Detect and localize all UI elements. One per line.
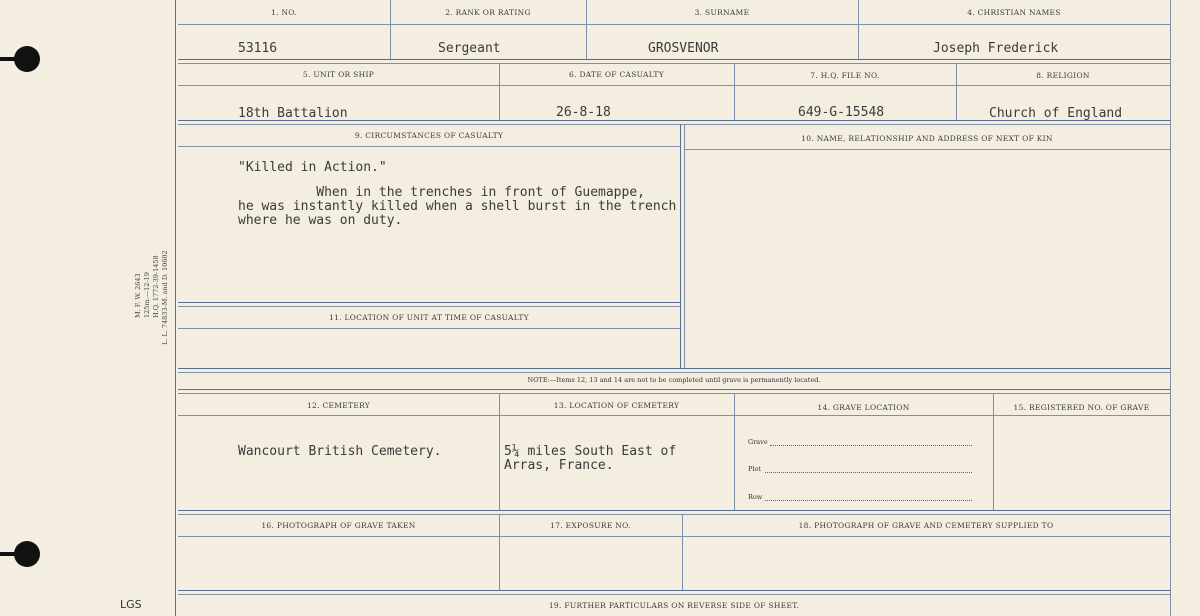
form-number-2: 125m.—12-19 bbox=[143, 272, 151, 318]
header-unit: 5. UNIT OR SHIP bbox=[302, 70, 375, 79]
header-photo-supplied: 18. PHOTOGRAPH OF GRAVE AND CEMETERY SUPPLIED TO bbox=[798, 521, 1054, 530]
row-field-label: Row bbox=[748, 493, 763, 501]
header-date: 6. DATE OF CASUALTY bbox=[569, 70, 664, 79]
header-further-particulars: 19. FURTHER PARTICULARS ON REVERSE SIDE OF SHEET. bbox=[548, 601, 800, 610]
header-surname: 3. SURNAME bbox=[694, 8, 750, 17]
header-christian: 4. CHRISTIAN NAMES bbox=[967, 8, 1061, 17]
header-cemetery: 12. CEMETERY bbox=[306, 401, 371, 410]
header-file: 7. H.Q. FILE NO. bbox=[810, 71, 880, 80]
note-text: NOTE:—Items 12, 13 and 14 are not to be completed until grave is permanently located. bbox=[527, 376, 821, 384]
header-rank: 2. RANK OR RATING bbox=[445, 8, 531, 17]
header-cemetery-location: 13. LOCATION OF CEMETERY bbox=[553, 401, 680, 410]
header-no: 1. NO. bbox=[271, 8, 297, 17]
value-no: 53116 bbox=[238, 41, 278, 56]
cemetery-location-line-2: Arras, France. bbox=[504, 458, 614, 473]
form-number-4: L. L. 74833-M. and D. 10602 bbox=[161, 250, 169, 345]
header-next-of-kin: 10. NAME, RELATIONSHIP AND ADDRESS OF NEXT OF KIN bbox=[801, 134, 1053, 143]
header-exposure-no: 17. EXPOSURE NO. bbox=[550, 521, 631, 530]
value-religion: Church of England bbox=[989, 106, 1123, 121]
circumstances-line-2: When in the trenches in front of Guemappe, bbox=[238, 185, 645, 200]
value-unit: 18th Battalion bbox=[238, 106, 348, 121]
header-photo-taken: 16. PHOTOGRAPH OF GRAVE TAKEN bbox=[261, 521, 416, 530]
cemetery-location-line-1: 5¼ miles South East of bbox=[504, 444, 677, 459]
header-registered-no: 15. REGISTERED NO. OF GRAVE bbox=[1013, 403, 1150, 412]
header-location-of-unit: 11. LOCATION OF UNIT AT TIME OF CASUALTY bbox=[329, 313, 529, 322]
value-christian: Joseph Frederick bbox=[933, 41, 1059, 56]
header-religion: 8. RELIGION bbox=[1036, 71, 1090, 80]
form-number-3: H.Q. 1772-39-1458 bbox=[152, 255, 160, 318]
header-grave-location: 14. GRAVE LOCATION bbox=[817, 403, 910, 412]
footer-mark: LGS bbox=[120, 598, 142, 611]
circumstances-line-1: "Killed in Action." bbox=[238, 160, 387, 175]
grave-field-label: Grave bbox=[748, 438, 768, 446]
circumstances-line-4: where he was on duty. bbox=[238, 213, 403, 228]
plot-field-label: Plot bbox=[748, 465, 761, 473]
circumstances-line-3: he was instantly killed when a shell burst in the trench bbox=[238, 199, 677, 214]
value-rank: Sergeant bbox=[438, 41, 501, 56]
value-date: 26-8-18 bbox=[556, 105, 611, 120]
value-cemetery: Wancourt British Cemetery. bbox=[238, 444, 442, 459]
form-number-1: M. F. W. 2643 bbox=[134, 273, 142, 318]
value-file: 649-G-15548 bbox=[798, 105, 885, 120]
header-circumstances: 9. CIRCUMSTANCES OF CASUALTY bbox=[354, 131, 504, 140]
value-surname: GROSVENOR bbox=[648, 41, 719, 56]
